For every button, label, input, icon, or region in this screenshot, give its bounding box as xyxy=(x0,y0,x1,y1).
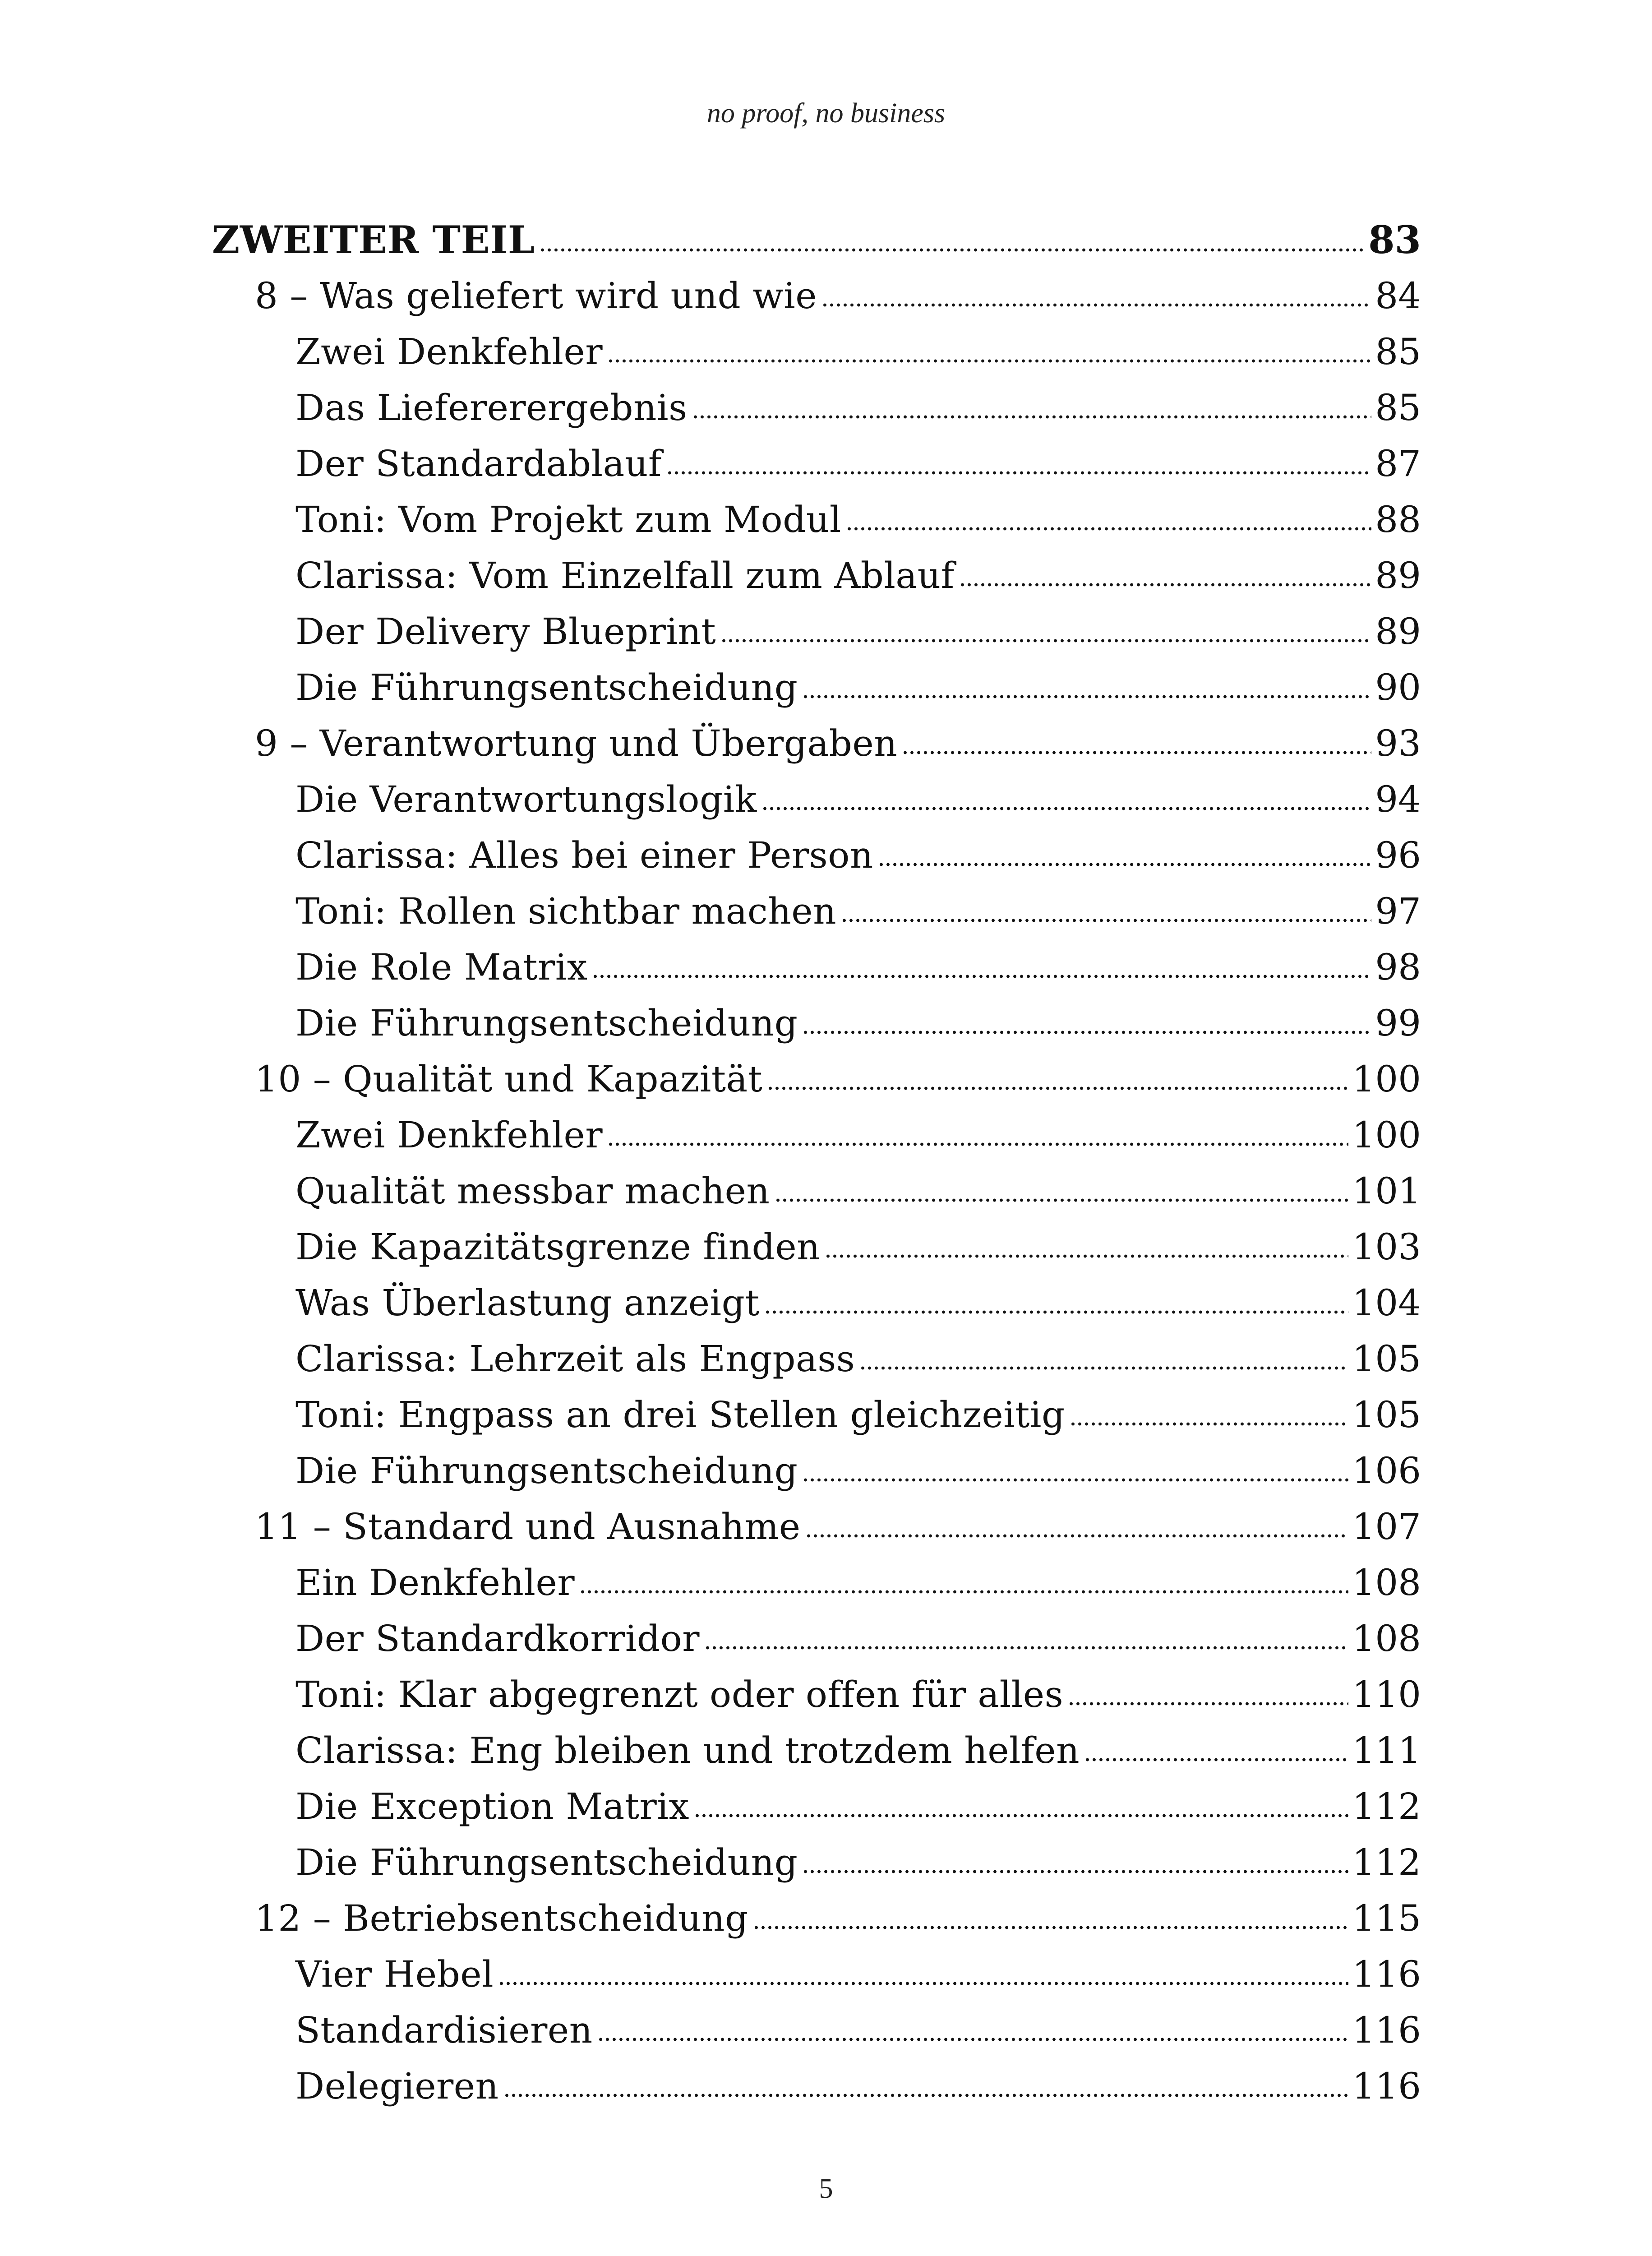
toc-dot-leader xyxy=(607,359,1371,363)
toc-entry-page: 88 xyxy=(1375,499,1421,541)
toc-section-entry xyxy=(212,1443,1421,1499)
toc-section-entry xyxy=(212,1331,1421,1387)
toc-entry-title: Clarissa: Eng bleiben und trotzdem helfen xyxy=(295,1729,1080,1771)
toc-entry-page: 112 xyxy=(1352,1841,1421,1883)
toc-entry-title: Was Überlastung anzeigt xyxy=(295,1282,760,1324)
toc-entry-page: 90 xyxy=(1375,666,1421,708)
toc-section-entry xyxy=(212,1275,1421,1331)
toc-entry-page: 85 xyxy=(1375,331,1421,373)
toc-section-entry xyxy=(212,828,1421,883)
toc-chapter-entry xyxy=(212,1499,1421,1555)
toc-section-entry xyxy=(212,604,1421,660)
toc-section-entry xyxy=(212,1387,1421,1443)
toc-entry-title: Zwei Denkfehler xyxy=(295,1114,603,1156)
toc-entry-title: Ein Denkfehler xyxy=(295,1562,575,1604)
toc-entry-page: 110 xyxy=(1352,1674,1421,1715)
toc-entry-page: 100 xyxy=(1352,1114,1421,1156)
toc-dot-leader xyxy=(579,1590,1348,1594)
toc-dot-leader xyxy=(902,750,1371,755)
toc-section-entry xyxy=(212,2058,1421,2114)
running-header: no proof, no business xyxy=(706,98,946,129)
toc-dot-leader xyxy=(859,1366,1348,1370)
toc-entry-page: 85 xyxy=(1375,387,1421,429)
toc-dot-leader xyxy=(539,248,1365,252)
toc-dot-leader xyxy=(1070,1422,1349,1426)
toc-entry-title: Die Role Matrix xyxy=(295,946,588,988)
toc-entry-page: 111 xyxy=(1352,1729,1421,1771)
toc-dot-leader xyxy=(767,1086,1348,1091)
toc-entry-title: 11 – Standard und Ausnahme xyxy=(255,1506,801,1548)
toc-section-entry xyxy=(212,380,1421,436)
toc-dot-leader xyxy=(1084,1757,1348,1762)
toc-entry-title: 9 – Verantwortung und Übergaben xyxy=(255,722,898,764)
toc-section-entry xyxy=(212,772,1421,828)
toc-entry-page: 94 xyxy=(1375,778,1421,820)
toc-entry-title: Zwei Denkfehler xyxy=(295,331,603,373)
toc-entry-page: 89 xyxy=(1375,610,1421,652)
toc-entry-title: Das Liefererergebnis xyxy=(295,387,688,429)
toc-section-entry xyxy=(212,1723,1421,1779)
toc-section-entry xyxy=(212,995,1421,1051)
toc-section-entry xyxy=(212,2002,1421,2058)
toc-dot-leader xyxy=(821,303,1371,307)
toc-entry-page: 108 xyxy=(1352,1618,1421,1660)
toc-entry-title: ZWEITER TEIL xyxy=(212,217,535,262)
toc-entry-page: 83 xyxy=(1368,217,1421,262)
toc-entry-page: 93 xyxy=(1375,722,1421,764)
toc-dot-leader xyxy=(753,1925,1349,1930)
toc-entry-page: 98 xyxy=(1375,946,1421,988)
toc-section-entry xyxy=(212,1779,1421,1835)
toc-section-entry xyxy=(212,1667,1421,1723)
toc-section-entry xyxy=(212,1219,1421,1275)
toc-entry-title: Vier Hebel xyxy=(295,1953,494,1995)
toc-entry-title: Die Führungsentscheidung xyxy=(295,1450,798,1492)
toc-section-entry xyxy=(212,1611,1421,1667)
toc-entry-page: 107 xyxy=(1352,1506,1421,1548)
toc-entry-page: 99 xyxy=(1375,1002,1421,1044)
toc-entry-page: 96 xyxy=(1375,834,1421,876)
toc-section-entry xyxy=(212,883,1421,939)
toc-entry-title: Clarissa: Alles bei einer Person xyxy=(295,834,873,876)
toc-entry-title: Toni: Engpass an drei Stellen gleichzeitig xyxy=(295,1394,1065,1436)
toc-entry-title: 12 – Betriebsentscheidung xyxy=(255,1897,748,1939)
toc-dot-leader xyxy=(666,471,1371,475)
toc-entry-title: Toni: Rollen sichtbar machen xyxy=(295,890,837,932)
toc-entry-page: 106 xyxy=(1352,1450,1421,1492)
toc-dot-leader xyxy=(694,1813,1348,1818)
toc-entry-title: Die Verantwortungslogik xyxy=(295,778,757,820)
toc-dot-leader xyxy=(692,415,1372,419)
toc-section-entry xyxy=(212,492,1421,548)
toc-dot-leader xyxy=(802,1030,1371,1035)
toc-section-entry xyxy=(212,1946,1421,2002)
toc-entry-title: Der Delivery Blueprint xyxy=(295,610,716,652)
toc-section-entry xyxy=(212,548,1421,604)
toc-entry-page: 100 xyxy=(1352,1058,1421,1100)
toc-dot-leader xyxy=(1068,1701,1348,1706)
toc-section-entry xyxy=(212,1555,1421,1611)
toc-dot-leader xyxy=(959,582,1371,587)
toc-entry-title: Standardisieren xyxy=(295,2009,593,2051)
toc-dot-leader xyxy=(802,694,1371,699)
table-of-contents xyxy=(212,212,1421,2114)
toc-dot-leader xyxy=(607,1142,1348,1146)
toc-chapter-entry xyxy=(212,1051,1421,1107)
toc-entry-title: Qualität messbar machen xyxy=(295,1170,770,1212)
toc-entry-title: 10 – Qualität und Kapazität xyxy=(255,1058,763,1100)
toc-dot-leader xyxy=(704,1646,1348,1650)
toc-dot-leader xyxy=(592,974,1371,979)
toc-section-entry xyxy=(212,660,1421,716)
toc-entry-title: Toni: Vom Projekt zum Modul xyxy=(295,499,841,541)
toc-entry-page: 101 xyxy=(1352,1170,1421,1212)
toc-entry-page: 116 xyxy=(1352,1953,1421,1995)
toc-entry-page: 103 xyxy=(1352,1226,1421,1268)
toc-entry-page: 89 xyxy=(1375,555,1421,596)
toc-section-entry xyxy=(212,1835,1421,1891)
toc-dot-leader xyxy=(764,1310,1348,1314)
toc-section-entry xyxy=(212,324,1421,380)
toc-entry-page: 115 xyxy=(1352,1897,1421,1939)
toc-entry-title: 8 – Was geliefert wird und wie xyxy=(255,275,817,317)
toc-entry-title: Delegieren xyxy=(295,2065,499,2107)
toc-entry-page: 112 xyxy=(1352,1785,1421,1827)
toc-entry-page: 87 xyxy=(1375,443,1421,485)
toc-entry-page: 116 xyxy=(1352,2009,1421,2051)
toc-dot-leader xyxy=(846,527,1371,531)
toc-dot-leader xyxy=(825,1254,1348,1258)
page-number: 5 xyxy=(819,2173,833,2204)
toc-dot-leader xyxy=(503,2093,1349,2098)
toc-dot-leader xyxy=(878,862,1371,867)
toc-entry-title: Clarissa: Lehrzeit als Engpass xyxy=(295,1338,855,1380)
toc-dot-leader xyxy=(802,1869,1348,1874)
toc-dot-leader xyxy=(498,1981,1348,1986)
toc-entry-title: Der Standardablauf xyxy=(295,443,662,485)
toc-entry-title: Die Exception Matrix xyxy=(295,1785,689,1827)
toc-entry-page: 105 xyxy=(1352,1394,1421,1436)
toc-dot-leader xyxy=(841,918,1371,923)
toc-chapter-entry xyxy=(212,1891,1421,1946)
toc-section-entry xyxy=(212,436,1421,492)
toc-dot-leader xyxy=(805,1534,1349,1538)
toc-entry-title: Die Führungsentscheidung xyxy=(295,1002,798,1044)
toc-entry-page: 108 xyxy=(1352,1562,1421,1604)
toc-section-entry xyxy=(212,1107,1421,1163)
toc-dot-leader xyxy=(761,806,1371,811)
toc-entry-title: Die Führungsentscheidung xyxy=(295,1841,798,1883)
toc-entry-page: 116 xyxy=(1352,2065,1421,2107)
toc-part-entry xyxy=(212,212,1421,268)
toc-dot-leader xyxy=(597,2037,1349,2042)
toc-chapter-entry xyxy=(212,716,1421,772)
toc-dot-leader xyxy=(802,1478,1348,1482)
toc-entry-page: 97 xyxy=(1375,890,1421,932)
toc-entry-page: 105 xyxy=(1352,1338,1421,1380)
toc-section-entry xyxy=(212,939,1421,995)
toc-entry-title: Toni: Klar abgegrenzt oder offen für alles xyxy=(295,1674,1064,1715)
toc-entry-title: Clarissa: Vom Einzelfall zum Ablauf xyxy=(295,555,955,596)
toc-entry-title: Die Führungsentscheidung xyxy=(295,666,798,708)
toc-entry-page: 104 xyxy=(1352,1282,1421,1324)
toc-entry-title: Die Kapazitätsgrenze finden xyxy=(295,1226,821,1268)
toc-chapter-entry xyxy=(212,268,1421,324)
toc-dot-leader xyxy=(720,638,1371,643)
toc-dot-leader xyxy=(775,1198,1349,1202)
toc-section-entry xyxy=(212,1163,1421,1219)
toc-entry-page: 84 xyxy=(1375,275,1421,317)
toc-entry-title: Der Standardkorridor xyxy=(295,1618,700,1660)
